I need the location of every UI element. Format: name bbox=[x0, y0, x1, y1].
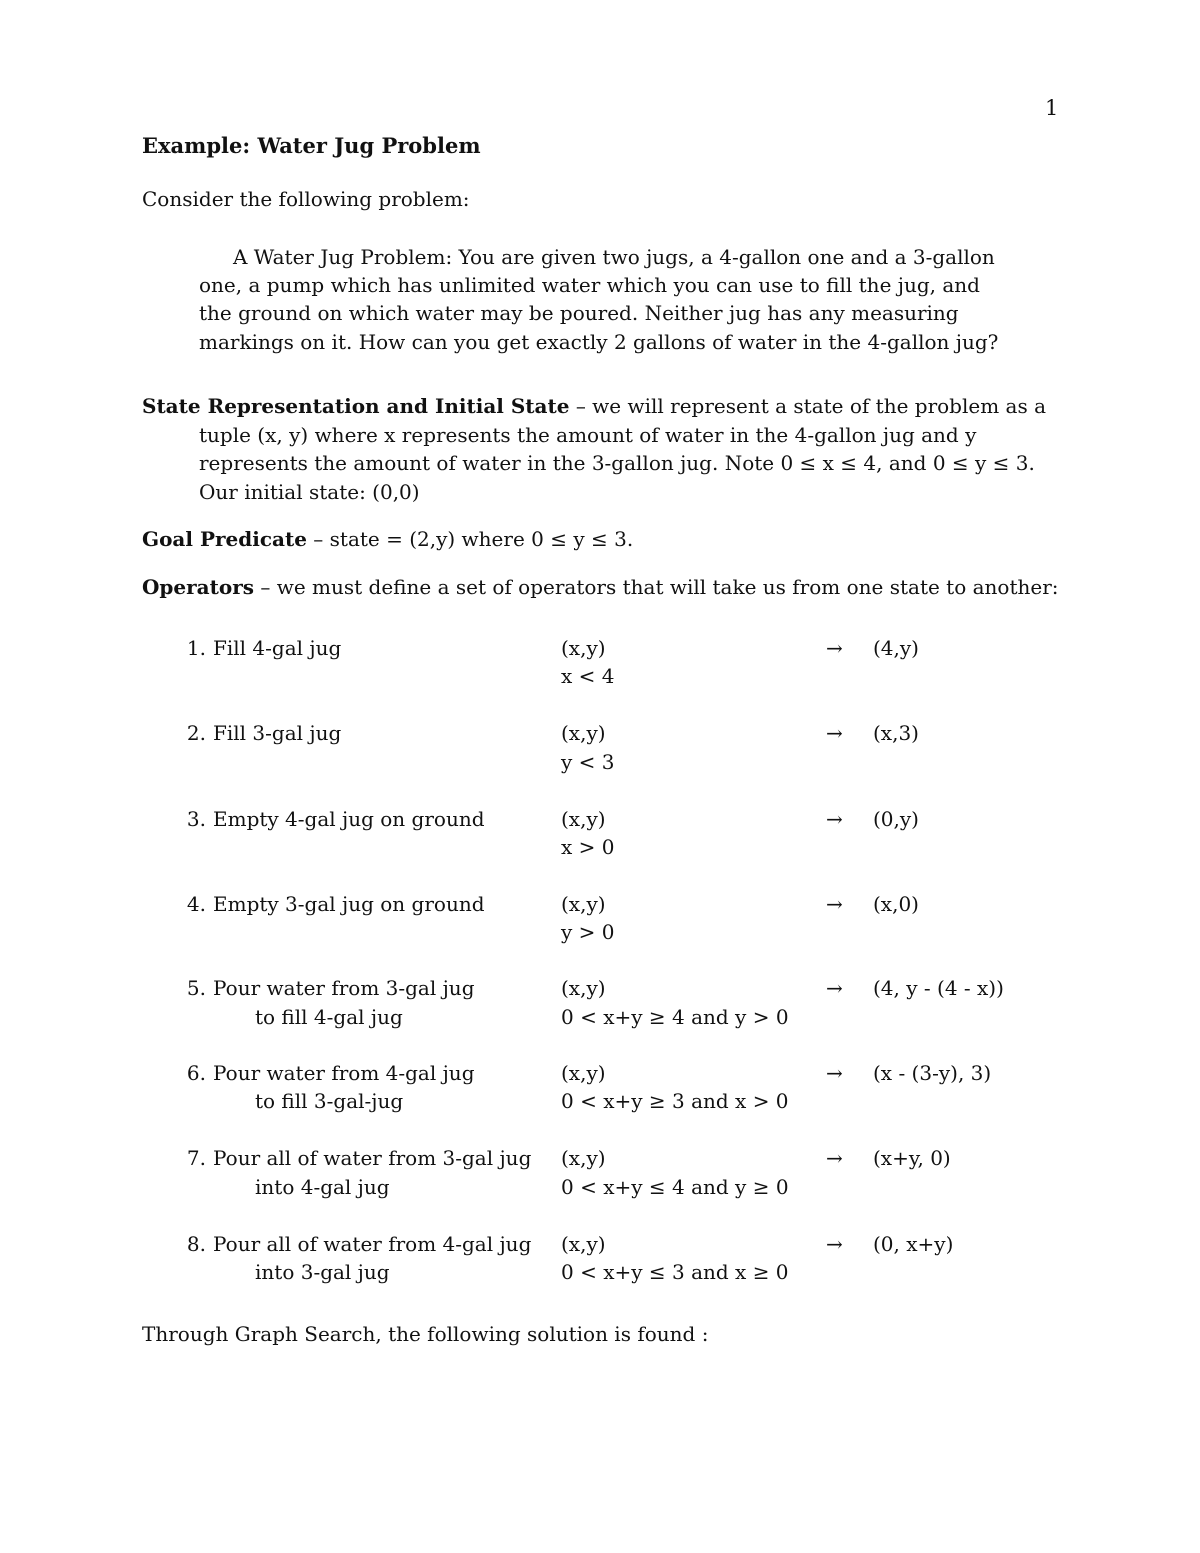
operator-result: (0,y) bbox=[873, 807, 919, 831]
operator-condition: x < 4 bbox=[561, 664, 615, 688]
operator-condition: x > 0 bbox=[561, 835, 615, 859]
closing-text: Through Graph Search, the following solution is found : bbox=[142, 1322, 709, 1346]
operator-name: Pour all of water from 3-gal jug bbox=[213, 1146, 532, 1170]
operator-state: (x,y) bbox=[561, 976, 606, 1000]
operator-number: 2. bbox=[186, 721, 206, 745]
state-rep-line-4: Our initial state: (0,0) bbox=[199, 480, 420, 504]
operator-result: (x - (3-y), 3) bbox=[873, 1061, 992, 1085]
state-rep-line-1 bbox=[142, 394, 1046, 418]
operator-name: Fill 3-gal jug bbox=[213, 721, 342, 745]
operator-state: (x,y) bbox=[561, 1146, 606, 1170]
arrow-icon: → bbox=[826, 1146, 843, 1170]
state-rep-heading: State Representation and Initial State bbox=[142, 394, 570, 418]
operator-condition: 0 < x+y ≤ 3 and x ≥ 0 bbox=[561, 1260, 789, 1284]
operator-name: Empty 4-gal jug on ground bbox=[213, 807, 485, 831]
problem-line-2: one, a pump which has unlimited water which you can use to fill the jug, and bbox=[199, 273, 980, 297]
goal-heading: Goal Predicate bbox=[142, 527, 307, 551]
operator-number: 1. bbox=[186, 636, 206, 660]
operator-result: (4,y) bbox=[873, 636, 919, 660]
document-title: Example: Water Jug Problem bbox=[142, 133, 481, 158]
operator-number: 7. bbox=[186, 1146, 206, 1170]
arrow-icon: → bbox=[826, 636, 843, 660]
operators-intro bbox=[142, 575, 1059, 599]
operator-condition: y < 3 bbox=[561, 750, 615, 774]
arrow-icon: → bbox=[826, 721, 843, 745]
operator-name-continued: into 4-gal jug bbox=[255, 1175, 390, 1199]
problem-line-4: markings on it. How can you get exactly 2 gallons of water in the 4-gallon jug? bbox=[199, 330, 999, 354]
operator-result: (x+y, 0) bbox=[873, 1146, 951, 1170]
operator-state: (x,y) bbox=[561, 1061, 606, 1085]
arrow-icon: → bbox=[826, 892, 843, 916]
operator-result: (x,3) bbox=[873, 721, 919, 745]
state-rep-line-2: tuple (x, y) where x represents the amount of water in the 4-gallon jug and y bbox=[199, 423, 977, 447]
operator-state: (x,y) bbox=[561, 807, 606, 831]
operator-condition: 0 < x+y ≤ 4 and y ≥ 0 bbox=[561, 1175, 789, 1199]
operator-condition: 0 < x+y ≥ 3 and x > 0 bbox=[561, 1089, 789, 1113]
operator-state: (x,y) bbox=[561, 1232, 606, 1256]
state-rep-line-1-rest: – we will represent a state of the problem as a bbox=[569, 394, 1047, 418]
operator-result: (x,0) bbox=[873, 892, 919, 916]
operator-state: (x,y) bbox=[561, 721, 606, 745]
operator-result: (0, x+y) bbox=[873, 1232, 954, 1256]
operator-state: (x,y) bbox=[561, 636, 606, 660]
operator-name: Pour all of water from 4-gal jug bbox=[213, 1232, 532, 1256]
operator-name-continued: to fill 3-gal-jug bbox=[255, 1089, 404, 1113]
arrow-icon: → bbox=[826, 976, 843, 1000]
operator-number: 6. bbox=[186, 1061, 206, 1085]
operator-condition: y > 0 bbox=[561, 920, 615, 944]
operator-number: 5. bbox=[186, 976, 206, 1000]
page-number: 1 bbox=[1045, 96, 1059, 120]
operator-state: (x,y) bbox=[561, 892, 606, 916]
operator-result: (4, y - (4 - x)) bbox=[873, 976, 1004, 1000]
operator-condition: 0 < x+y ≥ 4 and y > 0 bbox=[561, 1005, 789, 1029]
arrow-icon: → bbox=[826, 1061, 843, 1085]
goal-text: – state = (2,y) where 0 ≤ y ≤ 3. bbox=[306, 527, 634, 551]
arrow-icon: → bbox=[826, 1232, 843, 1256]
state-rep-line-3: represents the amount of water in the 3-gallon jug. Note 0 ≤ x ≤ 4, and 0 ≤ y ≤ 3. bbox=[199, 451, 1035, 475]
operator-name: Pour water from 4-gal jug bbox=[213, 1061, 475, 1085]
operator-number: 4. bbox=[186, 892, 206, 916]
operators-heading: Operators bbox=[142, 575, 255, 599]
operator-name-continued: to fill 4-gal jug bbox=[255, 1005, 403, 1029]
operator-number: 3. bbox=[186, 807, 206, 831]
operator-name-continued: into 3-gal jug bbox=[255, 1260, 390, 1284]
operators-intro-text: – we must define a set of operators that will take us from one state to another: bbox=[254, 575, 1059, 599]
problem-line-3: the ground on which water may be poured. Neither jug has any measuring bbox=[199, 301, 959, 325]
operator-number: 8. bbox=[186, 1232, 206, 1256]
operator-name: Empty 3-gal jug on ground bbox=[213, 892, 485, 916]
problem-line-1: A Water Jug Problem: You are given two jugs, a 4-gallon one and a 3-gallon bbox=[233, 245, 995, 269]
arrow-icon: → bbox=[826, 807, 843, 831]
operator-name: Fill 4-gal jug bbox=[213, 636, 342, 660]
goal-predicate bbox=[142, 527, 633, 551]
operator-name: Pour water from 3-gal jug bbox=[213, 976, 475, 1000]
intro-text: Consider the following problem: bbox=[142, 187, 470, 211]
